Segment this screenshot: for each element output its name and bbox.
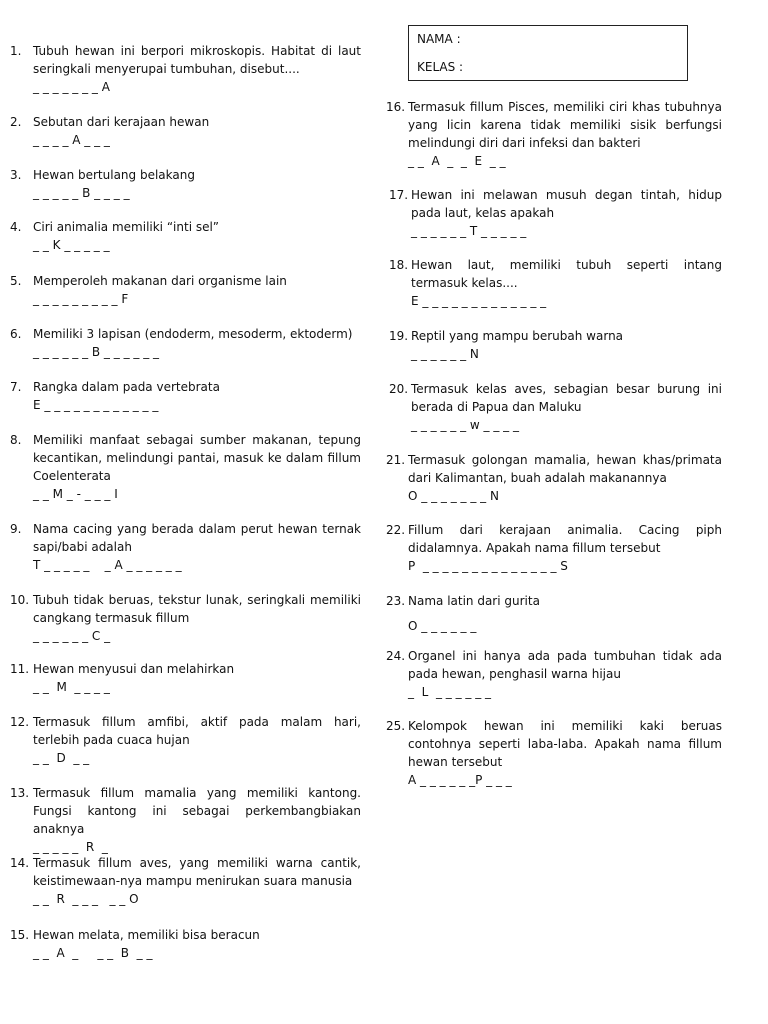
question-text: Fillum dari kerajaan animalia. Cacing piph didalamnya. Apakah nama fillum tersebut <box>408 523 722 555</box>
question-text: Tubuh hewan ini berpori mikroskopis. Habitat di laut seringkali menyerupai tumbuhan, disebut.... <box>33 44 361 76</box>
question-text: Nama cacing yang berada dalam perut hewan ternak sapi/babi adalah <box>33 522 361 554</box>
question-text: Memperoleh makanan dari organisme lain <box>33 274 287 288</box>
answer-blanks: _ _ _ _ _ _ N <box>411 347 479 361</box>
question-text: Nama latin dari gurita <box>408 594 540 608</box>
question-text: Hewan ini melawan musuh degan tintah, hidup pada laut, kelas apakah <box>411 188 722 220</box>
question-text: Hewan melata, memiliki bisa beracun <box>33 928 260 942</box>
answer-blanks: _ _ D _ _ <box>33 751 90 765</box>
question-text: Termasuk fillum aves, yang memiliki warna cantik, keistimewaan-nya mampu menirukan suara manusia <box>33 856 361 888</box>
answer-blanks: _ _ _ _ _ _ _ A <box>33 80 110 94</box>
answer-blanks: O _ _ _ _ _ _ <box>408 619 477 633</box>
question-text: Hewan menyusui dan melahirkan <box>33 662 235 676</box>
question-text: Termasuk kelas aves, sebagian besar burung ini berada di Papua dan Maluku <box>411 382 722 414</box>
question-text: Reptil yang mampu berubah warna <box>411 329 624 343</box>
answer-blanks: _ _ R _ _ _ _ _ O <box>33 892 139 906</box>
answer-blanks: T _ _ _ _ _ _ A _ _ _ _ _ _ <box>33 558 182 572</box>
question-text: Organel ini hanya ada pada tumbuhan tidak ada pada hewan, penghasil warna hijau <box>408 649 722 681</box>
question-text: Termasuk fillum amfibi, aktif pada malam hari, terlebih pada cuaca hujan <box>33 715 361 747</box>
question-text: Memiliki 3 lapisan (endoderm, mesoderm, ektoderm) <box>33 327 353 341</box>
question-text: Sebutan dari kerajaan hewan <box>33 115 210 129</box>
answer-blanks: E _ _ _ _ _ _ _ _ _ _ _ _ <box>33 398 159 412</box>
answer-blanks: _ _ K _ _ _ _ _ <box>33 238 110 252</box>
question-text: Kelompok hewan ini memiliki kaki beruas contohnya seperti laba-laba. Apakah nama fillum hewan tersebut <box>408 719 722 769</box>
answer-blanks: _ _ _ _ _ _ w _ _ _ _ <box>411 418 519 432</box>
question-text: Termasuk fillum Pisces, memiliki ciri khas tubuhnya yang licin karena tidak memiliki sisik berfungsi melindungi diri dari infeksi dan bakteri <box>408 100 722 150</box>
question-text: Termasuk golongan mamalia, hewan khas/primata dari Kalimantan, buah adalah makanannya <box>408 453 722 485</box>
answer-blanks: _ _ A _ _ _ B _ _ <box>33 946 153 960</box>
answer-blanks: _ _ _ _ _ _ _ _ _ F <box>33 292 129 306</box>
question-text: Memiliki manfaat sebagai sumber makanan, tepung kecantikan, melindungi pantai, masuk ke dalam fillum Coelenterata <box>33 433 361 483</box>
kelas-label: KELAS : <box>417 60 464 74</box>
answer-blanks: _ _ A _ _ E _ _ <box>408 154 506 168</box>
answer-blanks: _ _ _ _ _ _ T _ _ _ _ _ <box>411 224 527 238</box>
answer-blanks: _ _ _ _ _ R _ <box>33 840 108 854</box>
question-text: Termasuk fillum mamalia yang memiliki kantong. Fungsi kantong ini sebagai perkembangbiakan anaknya <box>33 786 361 836</box>
question-text: Ciri animalia memiliki “inti sel” <box>33 220 220 234</box>
name-class-box <box>408 25 688 81</box>
answer-blanks: O _ _ _ _ _ _ _ N <box>408 489 499 503</box>
question-text: Hewan laut, memiliki tubuh seperti intang termasuk kelas.... <box>411 258 722 290</box>
answer-blanks: _ _ _ _ _ _ C _ <box>33 629 111 643</box>
answer-blanks: _ L _ _ _ _ _ _ <box>408 685 492 699</box>
answer-blanks: _ _ M _ - _ _ _ I <box>33 487 118 501</box>
answer-blanks: _ _ M _ _ _ _ <box>33 680 110 694</box>
question-text: Hewan bertulang belakang <box>33 168 195 182</box>
nama-label: NAMA : <box>417 32 461 46</box>
answer-blanks: P _ _ _ _ _ _ _ _ _ _ _ _ _ _ S <box>408 559 568 573</box>
answer-blanks: _ _ _ _ _ B _ _ _ _ <box>33 186 130 200</box>
answer-blanks: E _ _ _ _ _ _ _ _ _ _ _ _ _ <box>411 294 547 308</box>
answer-blanks: _ _ _ _ _ _ B _ _ _ _ _ _ <box>33 345 160 359</box>
answer-blanks: A _ _ _ _ _ _P _ _ _ <box>408 773 512 787</box>
question-text: Tubuh tidak beruas, tekstur lunak, seringkali memiliki cangkang termasuk fillum <box>33 593 361 625</box>
question-text: Rangka dalam pada vertebrata <box>33 380 220 394</box>
answer-blanks: _ _ _ _ A _ _ _ <box>33 133 110 147</box>
